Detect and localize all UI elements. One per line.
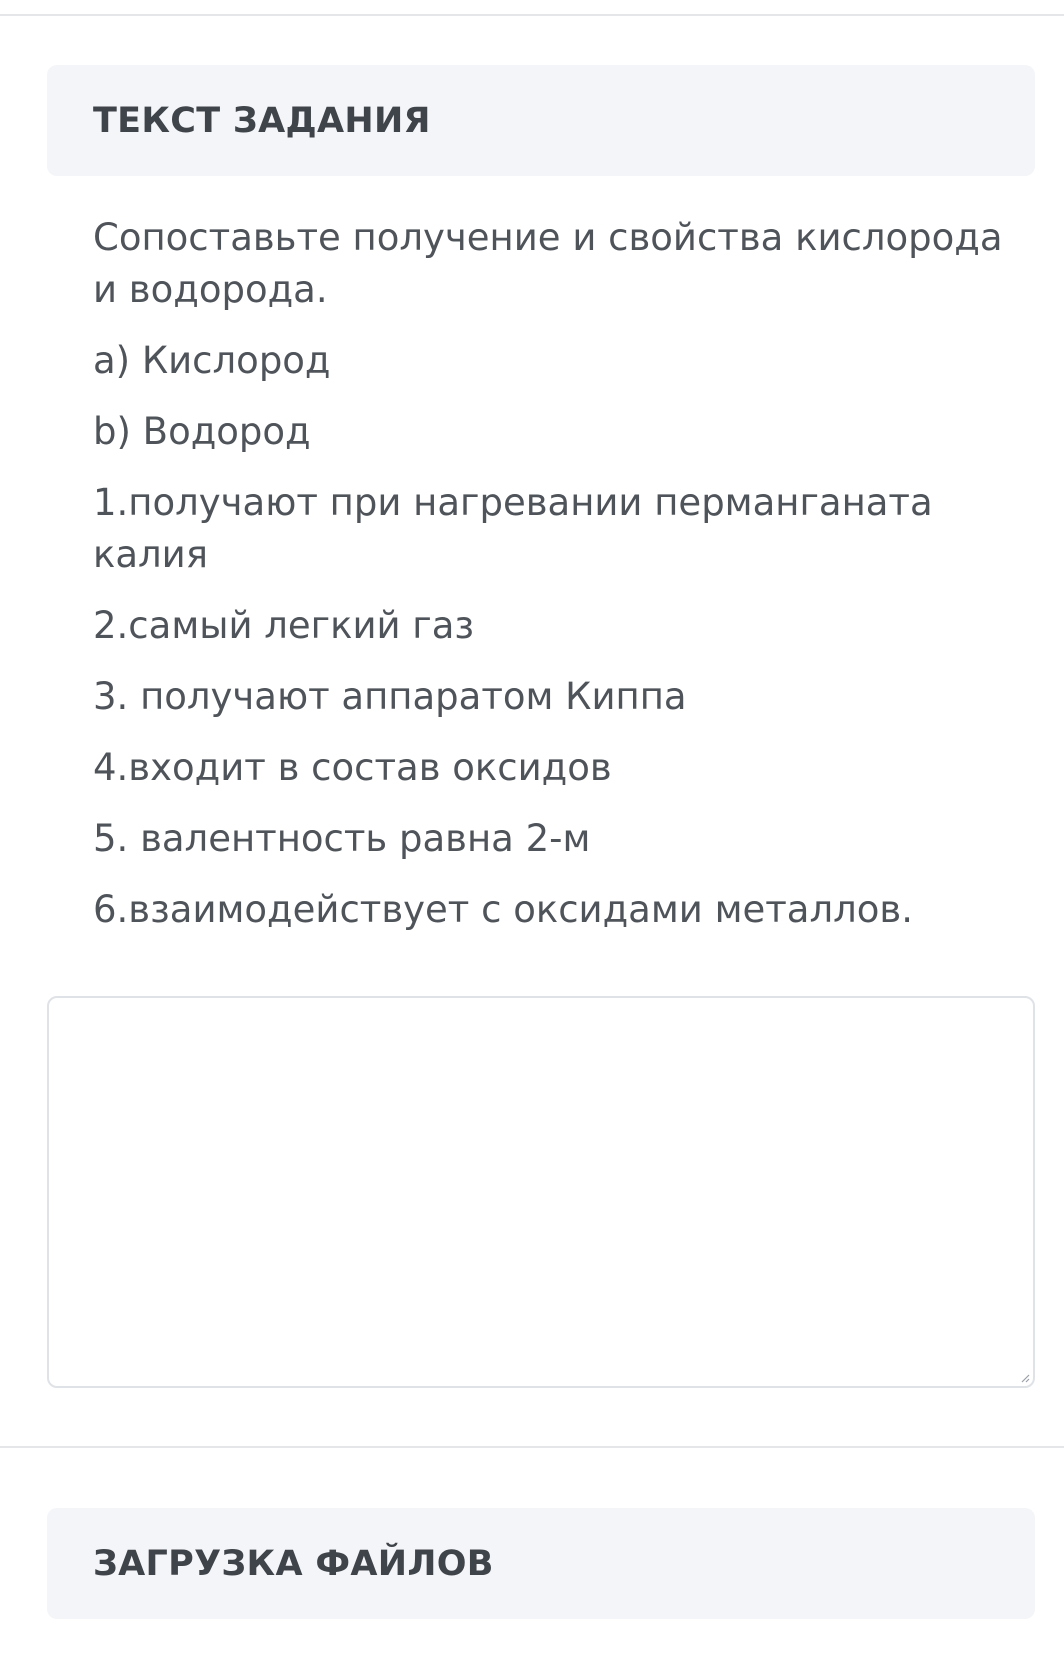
file-upload-title: ЗАГРУЗКА ФАЙЛОВ xyxy=(93,1543,494,1584)
task-text-title: ТЕКСТ ЗАДАНИЯ xyxy=(93,100,431,141)
task-item-6: 6.взаимодействует с оксидами металлов. xyxy=(93,888,913,931)
file-upload-header xyxy=(47,1508,1035,1619)
resize-grip-icon[interactable] xyxy=(1020,1373,1030,1383)
task-item-1: 1.получают при нагревании перманганата калия xyxy=(93,481,933,576)
task-text-header xyxy=(47,65,1035,176)
task-option-b: b) Водород xyxy=(93,410,311,453)
task-item-2: 2.самый легкий газ xyxy=(93,604,475,647)
task-text-body xyxy=(93,212,1013,955)
section-divider xyxy=(0,1446,1064,1448)
task-option-a: a) Кислород xyxy=(93,339,331,382)
top-divider xyxy=(0,14,1064,16)
task-paragraph-intro: Сопоставьте получение и свойства кислорода и водорода. xyxy=(93,216,1003,311)
task-item-4: 4.входит в состав оксидов xyxy=(93,746,612,789)
answer-textarea[interactable] xyxy=(47,996,1035,1388)
task-item-5: 5. валентность равна 2-м xyxy=(93,817,591,860)
task-item-3: 3. получают аппаратом Киппа xyxy=(93,675,687,718)
